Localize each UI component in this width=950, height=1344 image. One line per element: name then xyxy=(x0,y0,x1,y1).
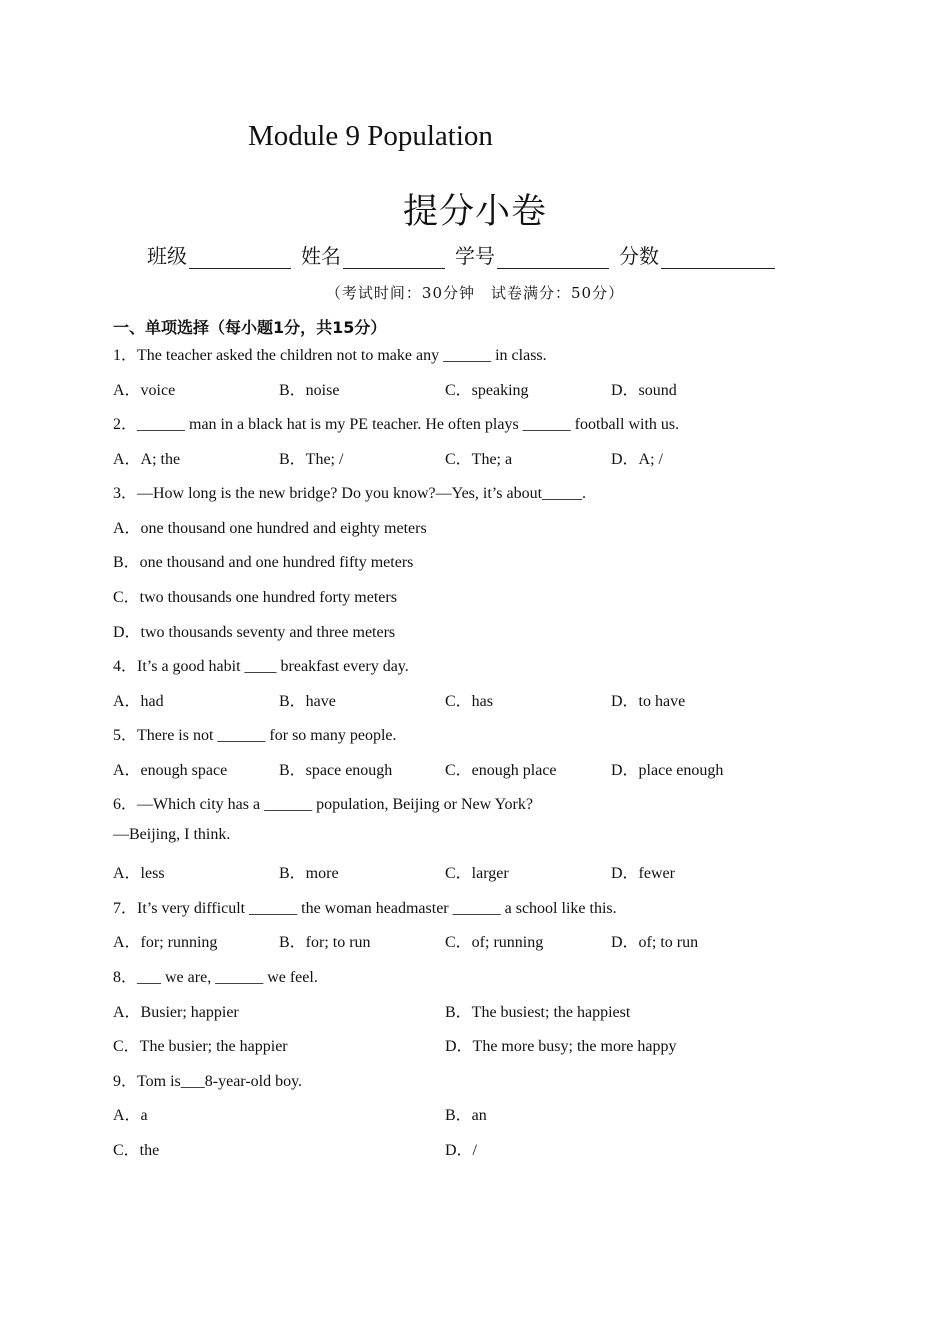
option-a: A．for; running xyxy=(113,934,218,951)
option-d: D．A; / xyxy=(611,451,664,468)
option-b: B．The busiest; the happiest xyxy=(445,1004,631,1021)
question-stem: 5．There is not ______ for so many people. xyxy=(113,727,397,744)
option-b: B．space enough xyxy=(279,762,393,779)
option-c: C．has xyxy=(445,693,494,710)
option-b: B．have xyxy=(279,693,336,710)
option-c: C．speaking xyxy=(445,382,529,399)
option-c: C．The busier; the happier xyxy=(113,1038,288,1055)
option-a: A．voice xyxy=(113,382,176,399)
question-stem: 4．It’s a good habit ____ breakfast every day. xyxy=(113,658,409,675)
option-b: B．for; to run xyxy=(279,934,371,951)
class-blank xyxy=(189,248,291,269)
option-c: C．of; running xyxy=(445,934,544,951)
page-title: 提分小卷 xyxy=(402,192,547,232)
option-d: D．to have xyxy=(611,693,686,710)
option-a: A．A; the xyxy=(113,451,181,468)
question-stem: 6．—Which city has a ______ population, Beijing or New York? xyxy=(113,796,533,813)
score-field xyxy=(619,240,775,269)
option-b: B．The; / xyxy=(279,451,344,468)
name-field xyxy=(301,240,445,269)
module-title: Module 9 Population xyxy=(248,120,493,152)
score-label: 分数 xyxy=(619,244,659,268)
option-a: A．a xyxy=(113,1107,148,1124)
option-c: C．enough place xyxy=(445,762,557,779)
option-c: C．larger xyxy=(445,865,509,882)
option-b: B．noise xyxy=(279,382,340,399)
student-id-blank xyxy=(497,248,609,269)
option-a: A．one thousand one hundred and eighty meters xyxy=(113,520,427,537)
exam-info: （考试时间：30分钟 试卷满分：50分） xyxy=(325,284,625,302)
option-d: D．fewer xyxy=(611,865,675,882)
option-d: D．/ xyxy=(445,1142,478,1159)
question-stem: 7．It’s very difficult ______ the woman headmaster ______ a school like this. xyxy=(113,900,617,917)
option-b: B．more xyxy=(279,865,339,882)
name-label: 姓名 xyxy=(301,244,341,268)
option-d: D．place enough xyxy=(611,762,724,779)
option-b: B．one thousand and one hundred fifty meters xyxy=(113,554,414,571)
student-id-label: 学号 xyxy=(455,244,495,268)
section-title: 一、单项选择（每小题1分，共15分） xyxy=(113,318,387,337)
class-label: 班级 xyxy=(147,244,187,268)
option-c: C．two thousands one hundred forty meters xyxy=(113,589,397,606)
question-stem: 8．___ we are, ______ we feel. xyxy=(113,969,318,986)
name-blank xyxy=(343,248,445,269)
option-d: D．of; to run xyxy=(611,934,699,951)
option-d: D．sound xyxy=(611,382,677,399)
option-a: A．enough space xyxy=(113,762,228,779)
option-a: A．less xyxy=(113,865,165,882)
class-field xyxy=(147,240,291,269)
question-stem: 3．—How long is the new bridge? Do you know?—Yes, it’s about_____. xyxy=(113,485,587,502)
option-a: A．had xyxy=(113,693,164,710)
question-stem: 2．______ man in a black hat is my PE teacher. He often plays ______ football with us. xyxy=(113,416,680,433)
question-answer-line: —Beijing, I think. xyxy=(113,826,231,843)
option-c: C．the xyxy=(113,1142,160,1159)
option-a: A．Busier; happier xyxy=(113,1004,239,1021)
option-d: D．The more busy; the more happy xyxy=(445,1038,677,1055)
student-id-field xyxy=(455,240,609,269)
question-stem: 1．The teacher asked the children not to make any ______ in class. xyxy=(113,347,547,364)
score-blank xyxy=(661,248,775,269)
question-stem: 9．Tom is___8-year-old boy. xyxy=(113,1073,303,1090)
option-b: B．an xyxy=(445,1107,487,1124)
option-c: C．The; a xyxy=(445,451,513,468)
student-info-row xyxy=(147,240,775,269)
option-d: D．two thousands seventy and three meters xyxy=(113,624,396,641)
